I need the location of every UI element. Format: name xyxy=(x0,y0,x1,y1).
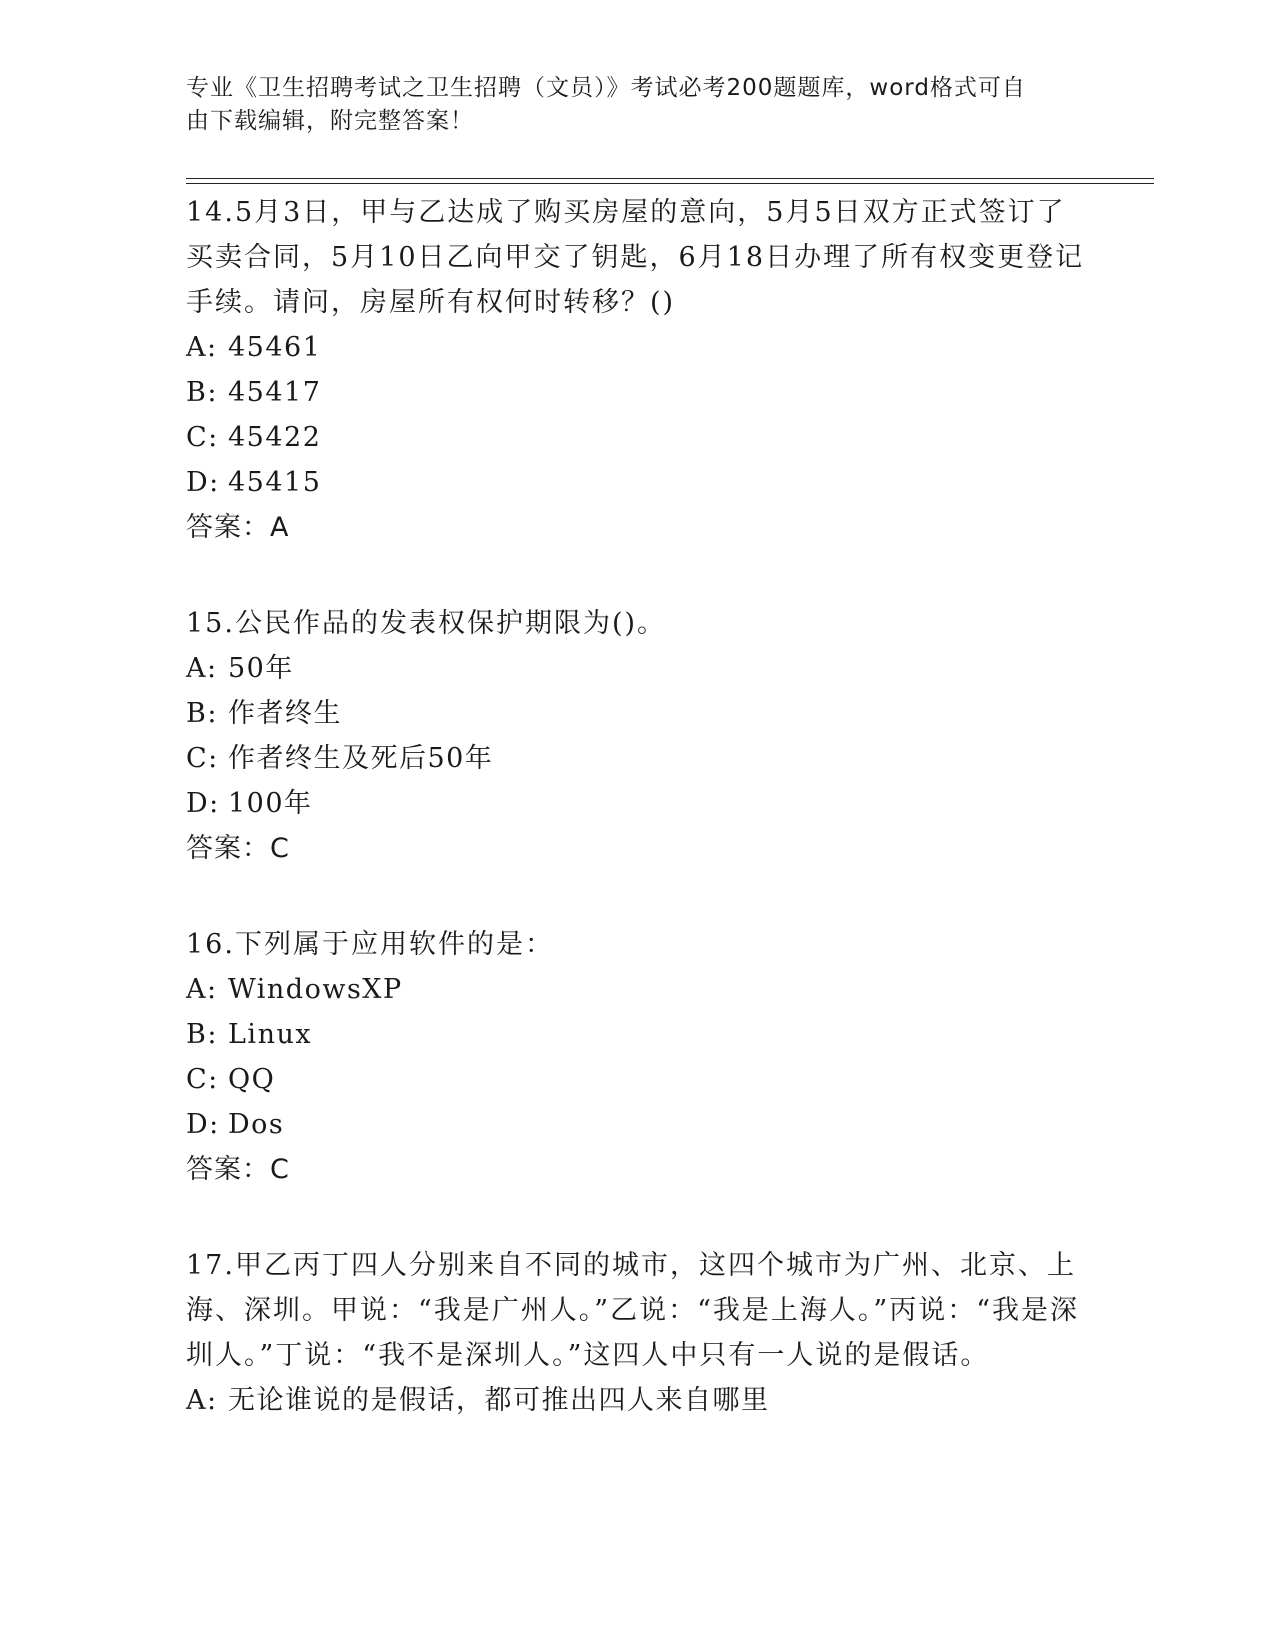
question-16 xyxy=(186,922,1086,1192)
option-text: 45417 xyxy=(228,377,322,408)
header-line-1: 专业《卫生招聘考试之卫生招聘（文员）》考试必考200题题库，word格式可自 xyxy=(186,75,1026,101)
option-text: 作者终生 xyxy=(228,698,342,729)
option-b xyxy=(186,1012,1086,1057)
option-d xyxy=(186,460,1086,505)
option-letter: C: xyxy=(186,743,219,774)
document-header xyxy=(186,72,1066,138)
option-letter: D: xyxy=(186,467,220,498)
header-line-2: 由下载编辑，附完整答案！ xyxy=(186,108,474,134)
option-text: QQ xyxy=(228,1064,276,1095)
option-text: 作者终生及死后50年 xyxy=(228,743,494,774)
option-letter: D: xyxy=(186,1109,220,1140)
question-15 xyxy=(186,601,1086,871)
option-letter: B: xyxy=(186,698,218,729)
question-stem: 14.5月3日，甲与乙达成了购买房屋的意向，5月5日双方正式签订了买卖合同，5月10日乙向甲交了钥匙，6月18日办理了所有权变更登记手续。请问，房屋所有权何时转移？() xyxy=(186,197,1085,318)
question-stem: 16.下列属于应用软件的是： xyxy=(186,929,554,960)
option-letter: B: xyxy=(186,1019,218,1050)
option-d xyxy=(186,781,1086,826)
option-text: Linux xyxy=(228,1019,313,1050)
option-text: 100年 xyxy=(228,788,313,819)
option-a xyxy=(186,1378,1086,1423)
option-c xyxy=(186,415,1086,460)
option-text: 45415 xyxy=(228,467,322,498)
option-text: Dos xyxy=(228,1109,285,1140)
option-letter: A: xyxy=(186,974,218,1005)
answer-line: 答案：C xyxy=(186,1154,290,1185)
option-letter: D: xyxy=(186,788,220,819)
option-letter: B: xyxy=(186,377,218,408)
option-b xyxy=(186,370,1086,415)
option-letter: A: xyxy=(186,1385,218,1416)
option-letter: C: xyxy=(186,1064,219,1095)
option-d xyxy=(186,1102,1086,1147)
header-divider-top xyxy=(186,178,1154,179)
question-14 xyxy=(186,190,1086,550)
option-c xyxy=(186,736,1086,781)
option-text: 50年 xyxy=(228,653,294,684)
option-letter: A: xyxy=(186,332,218,363)
option-letter: C: xyxy=(186,422,219,453)
question-stem: 15.公民作品的发表权保护期限为()。 xyxy=(186,608,667,639)
answer-line: 答案：C xyxy=(186,833,290,864)
question-17 xyxy=(186,1243,1086,1423)
option-letter: A: xyxy=(186,653,218,684)
option-c xyxy=(186,1057,1086,1102)
option-a xyxy=(186,967,1086,1012)
option-text: 无论谁说的是假话，都可推出四人来自哪里 xyxy=(228,1385,770,1416)
answer-line: 答案：A xyxy=(186,512,290,543)
question-stem: 17.甲乙丙丁四人分别来自不同的城市，这四个城市为广州、北京、上海、深圳。甲说：“我是广州人。”乙说：“我是上海人。”丙说：“我是深圳人。”丁说：“我不是深圳人。”这四人中只有一人说的是假话。 xyxy=(186,1250,1080,1371)
option-b xyxy=(186,691,1086,736)
option-a xyxy=(186,325,1086,370)
option-a xyxy=(186,646,1086,691)
header-divider-bottom xyxy=(186,183,1154,184)
option-text: 45461 xyxy=(228,332,322,363)
option-text: WindowsXP xyxy=(228,974,403,1005)
option-text: 45422 xyxy=(228,422,322,453)
